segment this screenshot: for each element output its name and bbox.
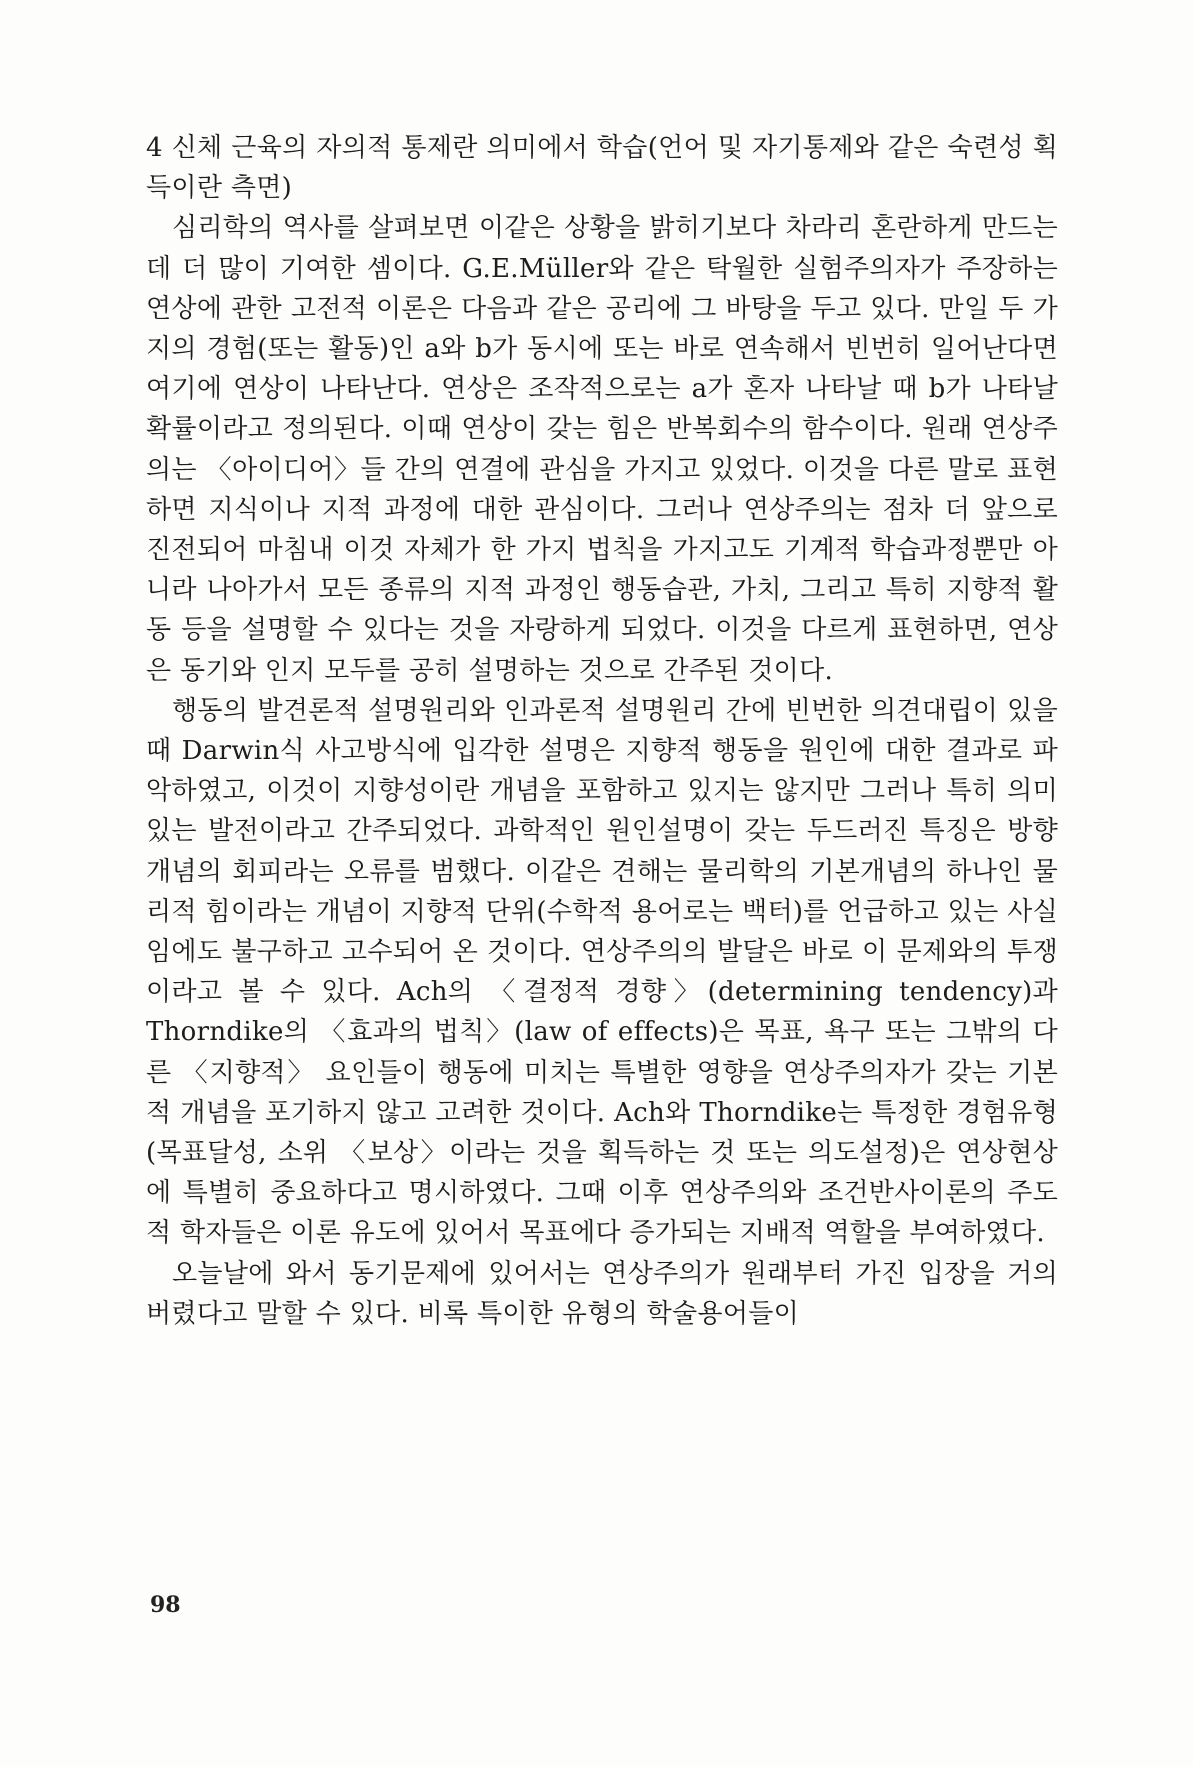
paragraph: 오늘날에 와서 동기문제에 있어서는 연상주의가 원래부터 가진 입장을 거의 버렸다고 말할 수 있다. 비록 특이한 유형의 학술용어들이 (146, 1258, 1058, 1329)
page-number: 98 (150, 1592, 181, 1618)
paragraph: 심리학의 역사를 살펴보면 이같은 상황을 밝히기보다 차라리 혼란하게 만드는 데 더 많이 기여한 셈이다. G.E.Müller와 같은 탁월한 실험주의자가 주장하는 연상에 관한 고전적 이론은 다음과 같은 공리에 그 바탕을 두고 있다. 만일 두 가지의 경험(또는 활동)인 a와 b가 동시에 또는 바로 연속해서 빈번히 일어난다면 여기에 연상이 나타난다. 연상은 조작적으로는 a가 혼자 나타날 때 b가 나타날 확률이라고 정의된다. 이때 연상이 갖는 힘은 반복회수의 함수이다. 원래 연상주의는 〈아이디어〉들 간의 연결에 관심을 가지고 있었다. 이것을 다른 말로 표현하면 지식이나 지적 과정에 대한 관심이다. 그러나 연상주의는 점차 더 앞으로 진전되어 마침내 이것 자체가 한 가지 법칙을 가지고도 기계적 학습과정뿐만 아니라 나아가서 모든 종류의 지적 과정인 행동습관, 가치, 그리고 특히 지향적 활동 등을 설명할 수 있다는 것을 자랑하게 되었다. 이것을 다르게 표현하면, 연상은 동기와 인지 모두를 공히 설명하는 것으로 간주된 것이다. (146, 213, 1058, 686)
list-item: 4 신체 근육의 자의적 통제란 의미에서 학습(언어 및 자기통제와 같은 숙련성 획득이란 측면) (146, 133, 1058, 204)
paragraph: 행동의 발견론적 설명원리와 인과론적 설명원리 간에 빈번한 의견대립이 있을 때 Darwin식 사고방식에 입각한 설명은 지향적 행동을 원인에 대한 결과로 파악하였고, 이것이 지향성이란 개념을 포함하고 있지는 않지만 그러나 특히 의미있는 발전이라고 간주되었다. 과학적인 원인설명이 갖는 두드러진 특징은 방향개념의 회피라는 오류를 범했다. 이같은 견해는 물리학의 기본개념의 하나인 물리적 힘이라는 개념이 지향적 단위(수학적 용어로는 백터)를 언급하고 있는 사실임에도 불구하고 고수되어 온 것이다. 연상주의의 발달은 바로 이 문제와의 투쟁이라고 볼 수 있다. Ach의 〈결정적 경향〉(determining tendency)과 Thorndike의 〈효과의 법칙〉(law of effects)은 목표, 욕구 또는 그밖의 다른 〈지향적〉 요인들이 행동에 미치는 특별한 영향을 연상주의자가 갖는 기본적 개념을 포기하지 않고 고려한 것이다. Ach와 Thorndike는 특정한 경험유형(목표달성, 소위 〈보상〉이라는 것을 획득하는 것 또는 의도설정)은 연상현상에 특별히 중요하다고 명시하였다. 그때 이후 연상주의와 조건반사이론의 주도적 학자들은 이론 유도에 있어서 목표에다 증가되는 지배적 역할을 부여하였다. (146, 695, 1058, 1249)
body-text (146, 128, 1058, 1334)
